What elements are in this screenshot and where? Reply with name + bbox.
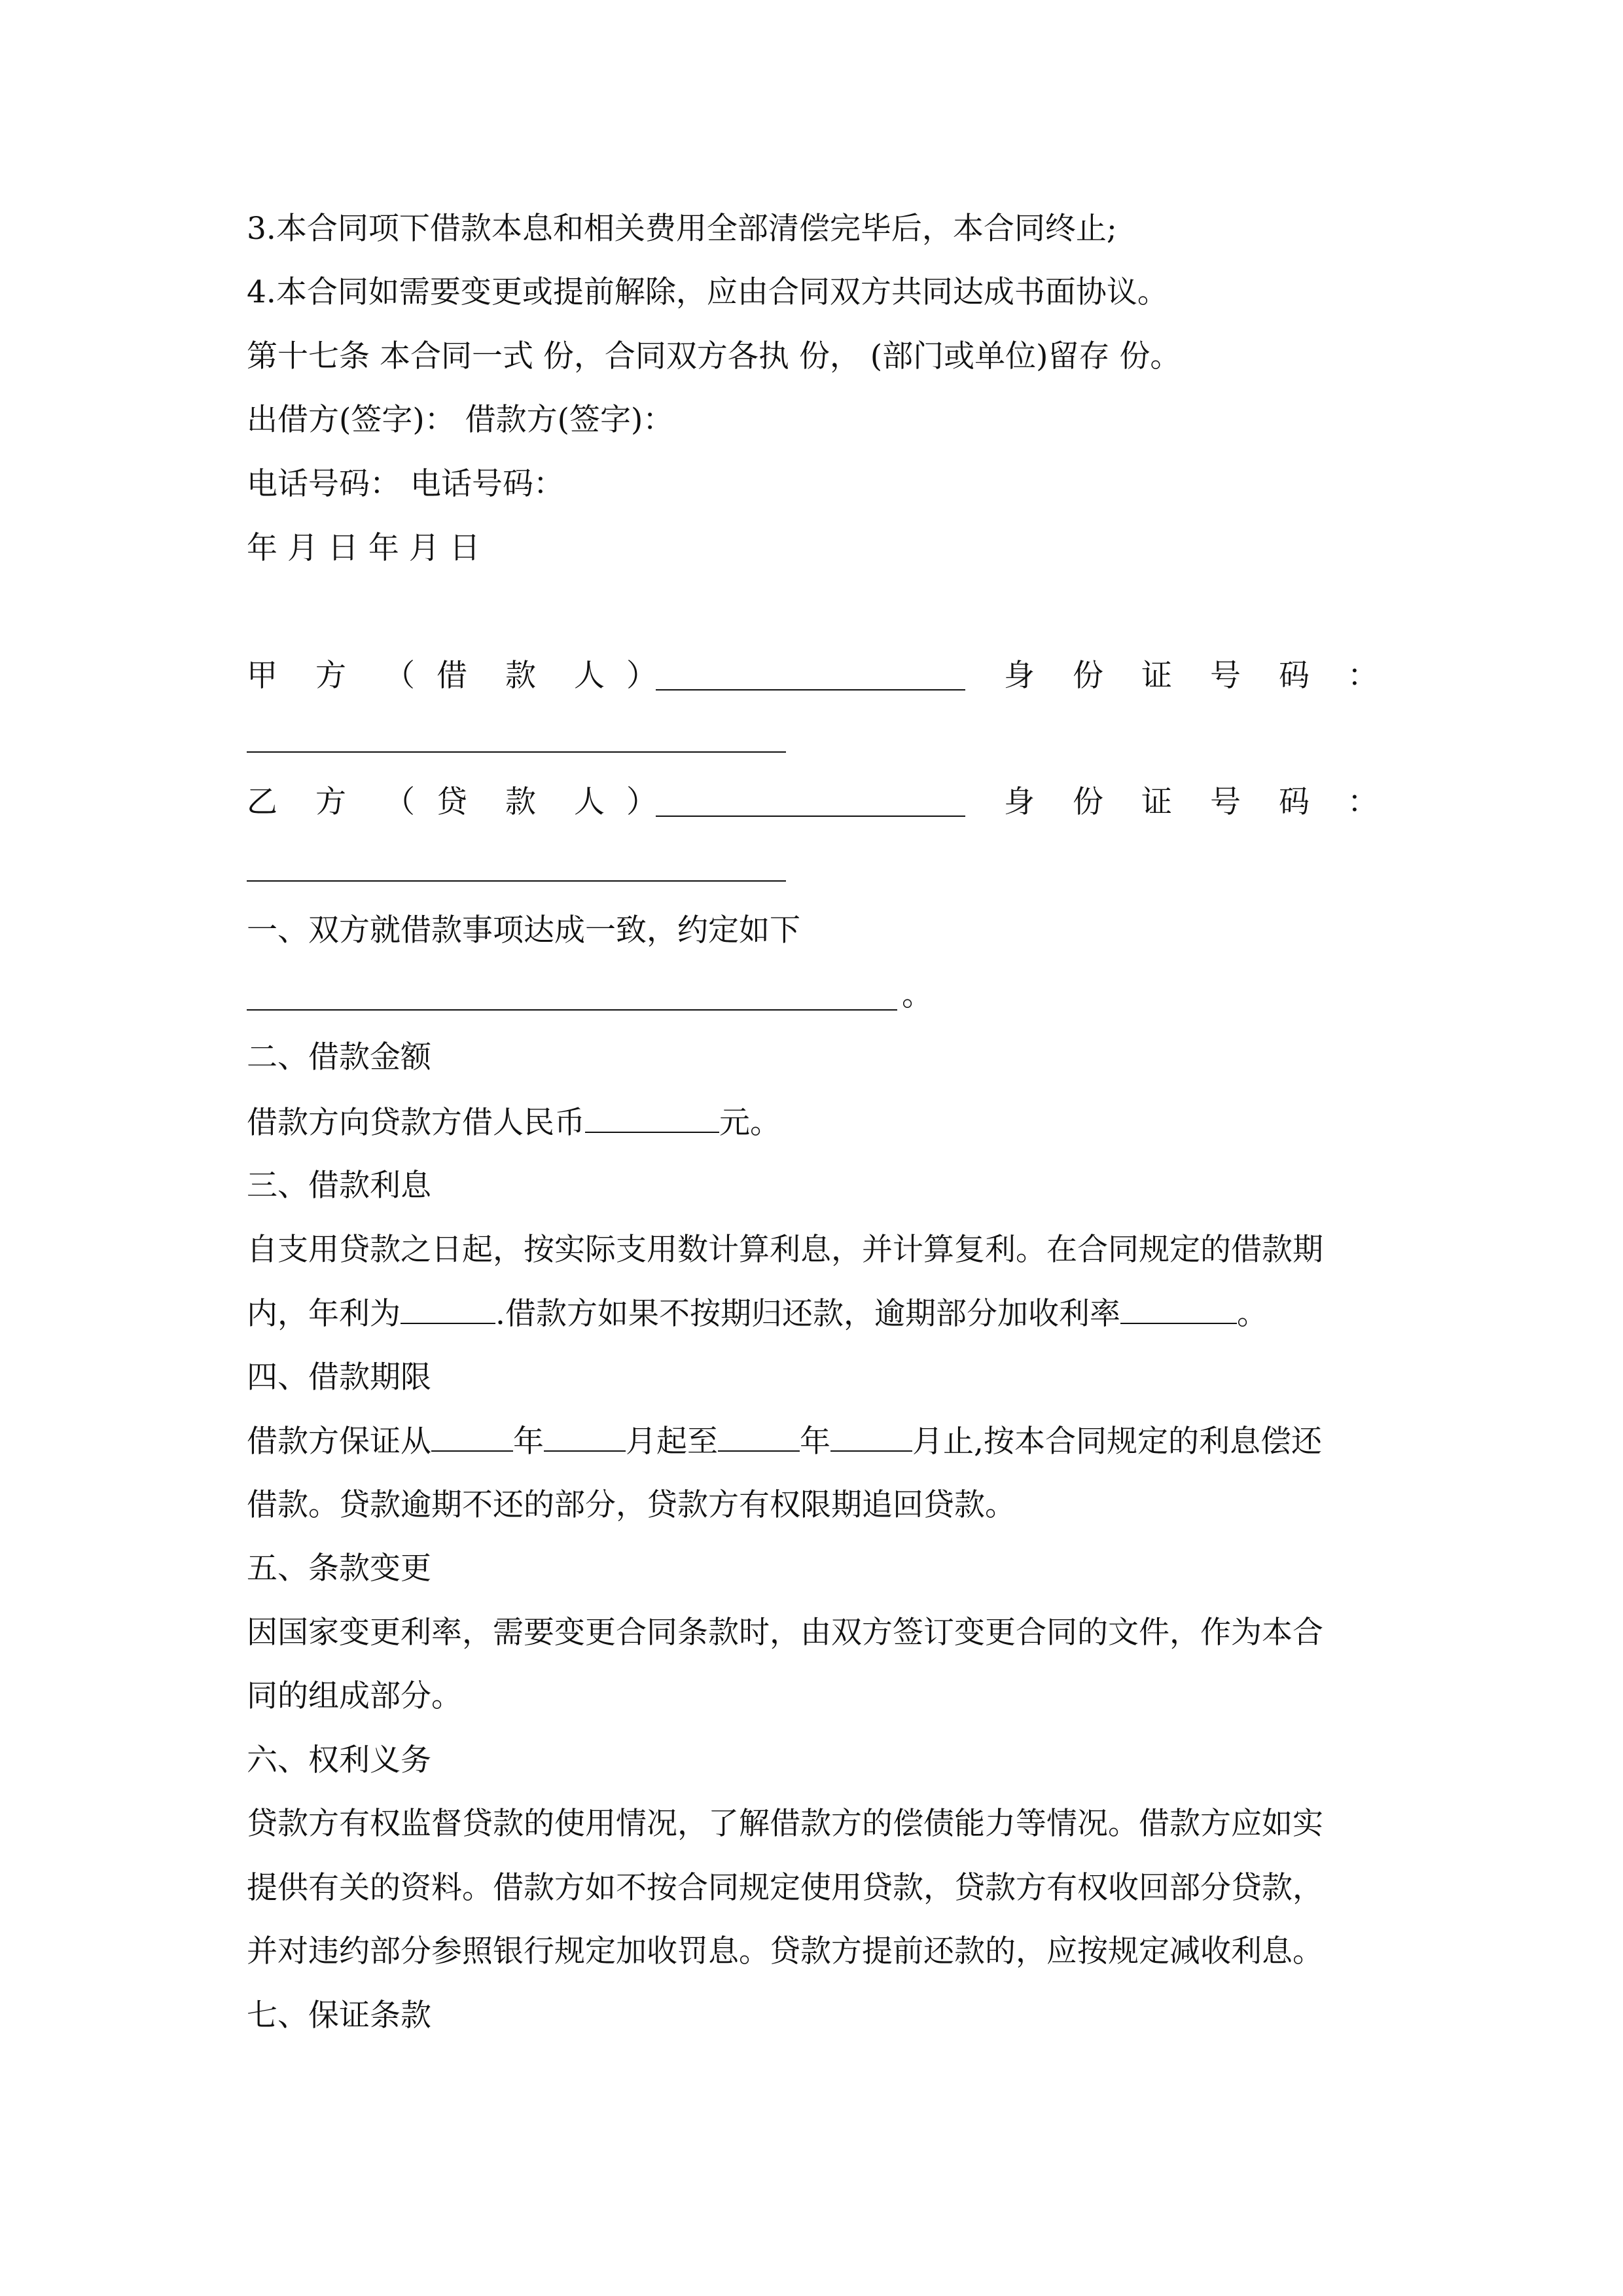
section-2-heading: 二、借款金额 bbox=[247, 1039, 431, 1075]
party-a-id-char: 码 bbox=[1279, 658, 1310, 694]
party-b-id-char: 号 bbox=[1210, 784, 1241, 820]
party-a-char: 甲 bbox=[247, 658, 277, 694]
party-a-char: （ bbox=[384, 658, 415, 694]
party-b-id-char: 身 bbox=[1004, 784, 1035, 820]
party-a-name-blank bbox=[656, 660, 965, 691]
section-1-heading: 一、双方就借款事项达成一致，约定如下 bbox=[247, 912, 800, 948]
party-b-char: 乙 bbox=[247, 784, 277, 820]
article-17: 第十七条 本合同一式 份，合同双方各执 份， (部门或单位)留存 份。 bbox=[247, 338, 1181, 374]
party-b-char: 款 bbox=[505, 784, 536, 820]
party-a-char: 人 bbox=[574, 658, 605, 694]
section-7-heading: 七、保证条款 bbox=[247, 1998, 431, 2034]
party-a-char: 方 bbox=[315, 658, 346, 694]
phone-line: 电话号码： 电话号码： bbox=[247, 466, 564, 502]
section-3-heading: 三、借款利息 bbox=[247, 1168, 431, 1204]
section-1-end: 。 bbox=[902, 977, 933, 1013]
party-b-id-char: 份 bbox=[1073, 784, 1103, 820]
section-4-body-1: 借款方保证从 年 月起至 年 月止,按本合同规定的利息偿还 bbox=[247, 1422, 1322, 1462]
section-5-body-1: 因国家变更利率，需要变更合同条款时，由双方签订变更合同的文件，作为本合 bbox=[247, 1615, 1323, 1651]
party-a-row bbox=[247, 656, 1378, 696]
section-6-body-3: 并对违约部分参照银行规定加收罚息。贷款方提前还款的，应按规定减收利息。 bbox=[247, 1933, 1323, 1969]
party-a-id-blank bbox=[247, 751, 786, 753]
party-b-id-char: 码 bbox=[1279, 784, 1310, 820]
section-6-body-2: 提供有关的资料。借款方如不按合同规定使用贷款，贷款方有权收回部分贷款， bbox=[247, 1870, 1323, 1906]
date-line: 年 月 日 年 月 日 bbox=[247, 530, 480, 566]
section-4-heading: 四、借款期限 bbox=[247, 1359, 431, 1395]
party-a-id-char: ： bbox=[1347, 658, 1378, 694]
party-a-id-char: 号 bbox=[1210, 658, 1241, 694]
party-b-char: （ bbox=[384, 784, 415, 820]
party-b-name-blank bbox=[656, 787, 965, 817]
party-b-row bbox=[247, 783, 1378, 822]
clause-line-3: 3.本合同项下借款本息和相关费用全部清偿完毕后，本合同终止; bbox=[247, 211, 1117, 247]
section-2-body: 借款方向贷款方借人民币 元。 bbox=[247, 1103, 781, 1143]
party-b-char: 贷 bbox=[437, 784, 467, 820]
party-b-char: ） bbox=[626, 784, 657, 820]
section-6-heading: 六、权利义务 bbox=[247, 1742, 431, 1778]
party-b-char: 方 bbox=[315, 784, 346, 820]
section-3-body-2: 内，年利为 .借款方如果不按期归还款，逾期部分加收利率 。 bbox=[247, 1294, 1268, 1334]
party-b-id-char: 证 bbox=[1141, 784, 1172, 820]
clause-line-4: 4.本合同如需要变更或提前解除，应由合同双方共同达成书面协议。 bbox=[247, 274, 1168, 310]
section-6-body-1: 贷款方有权监督贷款的使用情况，了解借款方的偿债能力等情况。借款方应如实 bbox=[247, 1806, 1323, 1842]
section-5-heading: 五、条款变更 bbox=[247, 1551, 431, 1587]
section-1-blank bbox=[247, 1009, 897, 1011]
party-b-id-char: ： bbox=[1347, 784, 1378, 820]
party-a-id-char: 份 bbox=[1073, 658, 1103, 694]
party-a-id-char: 证 bbox=[1141, 658, 1172, 694]
section-4-body-2: 借款。贷款逾期不还的部分，贷款方有权限期追回贷款。 bbox=[247, 1487, 1016, 1523]
party-a-char: 款 bbox=[505, 658, 536, 694]
party-b-id-blank bbox=[247, 880, 786, 882]
section-5-body-2: 同的组成部分。 bbox=[247, 1678, 462, 1714]
section-3-body-1: 自支用贷款之日起，按实际支用数计算利息，并计算复利。在合同规定的借款期 bbox=[247, 1232, 1323, 1268]
party-a-char: 借 bbox=[437, 658, 467, 694]
party-a-id-char: 身 bbox=[1004, 658, 1035, 694]
signature-line: 出借方(签字)： 借款方(签字)： bbox=[247, 402, 674, 438]
party-b-char: 人 bbox=[574, 784, 605, 820]
party-a-char: ） bbox=[626, 658, 657, 694]
